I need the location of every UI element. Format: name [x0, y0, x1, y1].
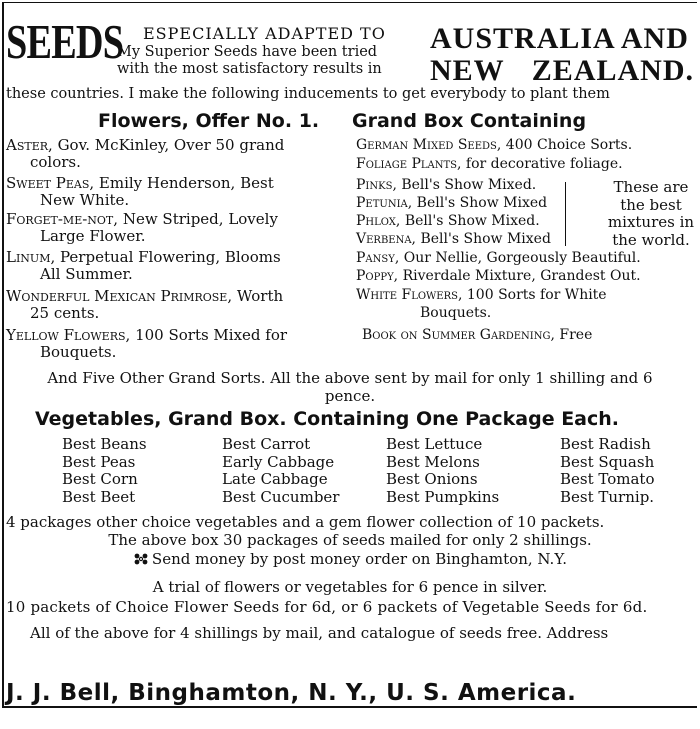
flower-ornament-icon: [133, 552, 149, 566]
flower-item-name: Aster,: [6, 136, 53, 154]
grand-box-item: [362, 327, 592, 344]
grand-box-item-name: Pinks,: [356, 177, 397, 193]
grand-box-item: [356, 156, 623, 173]
vegetable-item: Late Cabbage: [222, 470, 328, 488]
grand-box-item-text: Bell's Show Mixed.: [396, 177, 537, 193]
flower-item-name: Sweet Peas,: [6, 174, 95, 192]
grand-box-item-name: German Mixed Seeds,: [356, 137, 502, 153]
above-box-line: The above box 30 packages of seeds mailed for only 2 shillings.: [108, 531, 592, 549]
vegetable-item: Best Lettuce: [386, 435, 483, 453]
grand-box-item-text: Our Nellie, Gorgeously Beautiful.: [399, 250, 641, 266]
flowers-offer-heading: Flowers, Offer No. 1.: [98, 110, 320, 132]
grand-box-item-name: Phlox,: [356, 213, 401, 229]
grand-box-item-name: Verbena,: [356, 231, 417, 247]
vegetable-item: Best Melons: [386, 452, 480, 471]
send-money-text: Send money by post money order on Binghamton, N.Y.: [151, 550, 568, 568]
flower-item: [6, 288, 283, 305]
flower-item: [6, 211, 278, 228]
vegetable-item: Best Peas: [62, 452, 136, 471]
all-above-line: All of the above for 4 shillings by mail, and catalogue of seeds free. Address: [30, 624, 609, 642]
flower-item-continuation: All Summer.: [40, 265, 133, 283]
grand-box-item-name: Pansy,: [356, 250, 400, 266]
flower-item-continuation: 25 cents.: [30, 304, 100, 322]
vegetable-item: Best Beans: [62, 435, 147, 453]
best-note-line: mixtures in: [607, 213, 695, 231]
flower-item: [6, 137, 284, 154]
grand-box-heading: Grand Box Containing: [352, 110, 587, 132]
vegetables-heading: Vegetables, Grand Box. Containing One Package Each.: [35, 408, 619, 430]
grand-box-item: [356, 231, 551, 248]
grand-box-item-text: Bell's Show Mixed: [412, 195, 548, 211]
address-signature: J. J. Bell, Binghamton, N. Y., U. S. America.: [6, 680, 577, 706]
grand-box-item: [356, 250, 641, 267]
five-other-sorts-line: And Five Other Grand Sorts. All the above sent by mail for only 1 shilling and 6: [47, 369, 653, 387]
flower-item-name: Forget-me-not,: [6, 210, 119, 228]
flower-item-text: Emily Henderson, Best: [94, 174, 274, 192]
best-note-line: These are: [613, 178, 689, 196]
grand-box-item-text: 400 Choice Sorts.: [501, 137, 633, 153]
grand-box-item-text: 100 Sorts for White: [462, 287, 607, 303]
vegetable-item: Best Onions: [386, 470, 478, 488]
grand-box-item-text: Riverdale Mixture, Grandest Out.: [398, 268, 641, 284]
grand-box-item-name: Book on Summer Gardening,: [362, 327, 555, 343]
best-note-line: the best: [620, 195, 682, 214]
best-mixtures-note: [603, 179, 699, 249]
superior-seeds-line-2: with the most satisfactory results in: [117, 61, 382, 77]
vegetable-item: Early Cabbage: [222, 452, 335, 471]
grand-box-item: [356, 268, 641, 285]
flower-item-continuation: Bouquets.: [40, 343, 117, 361]
flower-item-name: Linum,: [6, 248, 56, 266]
grand-box-item-name: Foliage Plants,: [356, 156, 462, 172]
grand-box-item-name: Poppy,: [356, 268, 399, 284]
grand-box-item-name: White Flowers,: [356, 287, 463, 303]
flower-item-continuation: New White.: [40, 191, 130, 209]
vegetable-item: Best Radish: [560, 435, 651, 453]
grand-box-item-text: for decorative foliage.: [461, 156, 623, 172]
grand-box-item-text: Bell's Show Mixed: [416, 231, 551, 247]
packets-line: 10 packets of Choice Flower Seeds for 6d, or 6 packets of Vegetable Seeds for 6d.: [6, 598, 648, 616]
flower-item-continuation: colors.: [30, 153, 81, 171]
vegetable-item: Best Carrot: [222, 435, 311, 453]
new-word: NEW: [430, 54, 505, 87]
flower-item: [6, 249, 281, 266]
zealand-word: ZEALAND.: [531, 54, 694, 87]
vegetable-item: Best Beet: [62, 487, 136, 506]
grand-box-item: [356, 195, 547, 212]
grand-box-item: [356, 287, 607, 304]
vegetable-item: Best Pumpkins: [386, 487, 500, 506]
vegetable-item: Best Tomato: [560, 470, 655, 488]
grand-box-item-text: Bouquets.: [420, 305, 492, 321]
grand-box-item: [356, 177, 536, 194]
vegetable-item: Best Turnip.: [560, 487, 655, 506]
flower-item-continuation: Large Flower.: [40, 227, 146, 245]
flower-item: [6, 327, 287, 344]
grand-box-item-text: Free: [554, 327, 593, 343]
grand-box-item-text: Bell's Show Mixed.: [400, 213, 540, 229]
grand-box-item: [356, 137, 632, 154]
grand-box-item: [420, 305, 491, 322]
flower-item-text: Perpetual Flowering, Blooms: [55, 248, 281, 266]
superior-seeds-line-1: My Superior Seeds have been tried: [117, 44, 378, 60]
flower-item: [6, 175, 274, 192]
flower-item-text: New Striped, Lovely: [118, 210, 278, 228]
flower-item-text: Worth: [232, 287, 284, 305]
new-zealand: [430, 54, 694, 88]
seeds-title: SEEDS: [6, 14, 124, 69]
grand-box-item-name: Petunia,: [356, 195, 413, 211]
flower-item-name: Yellow Flowers,: [6, 326, 131, 344]
australia-and: AUSTRALIA AND: [430, 22, 689, 55]
especially-adapted-text: ESPECIALLY ADAPTED TO: [143, 24, 386, 43]
flower-item-text: 100 Sorts Mixed for: [130, 326, 288, 344]
packages-line: 4 packages other choice vegetables and a gem flower collection of 10 packets.: [6, 513, 605, 531]
vegetable-item: Best Cucumber: [222, 487, 340, 506]
flower-item-name: Wonderful Mexican Primrose,: [6, 287, 233, 305]
bracket-divider: [565, 182, 566, 246]
flower-item-text: Gov. McKinley, Over 50 grand: [52, 136, 285, 154]
best-note-line: the world.: [612, 230, 690, 249]
vegetable-item: Best Corn: [62, 470, 138, 488]
countries-line: these countries. I make the following inducements to get everybody to plant them: [6, 86, 610, 102]
pence-line: pence.: [324, 387, 376, 405]
grand-box-item: [356, 213, 540, 230]
send-money-line: [0, 550, 700, 568]
vegetable-item: Best Squash: [560, 452, 655, 471]
trial-line: A trial of flowers or vegetables for 6 pence in silver.: [152, 578, 548, 596]
